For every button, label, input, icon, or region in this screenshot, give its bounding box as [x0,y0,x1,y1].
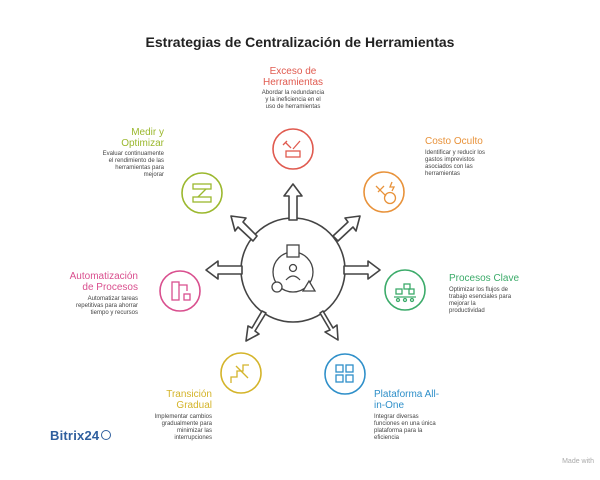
costo-title-text: Costo Oculto [425,136,483,147]
transicion-title-text: Transición Gradual [166,389,212,411]
exceso-title [240,66,346,88]
plataforma-title-text: Plataforma All- in-One [374,389,440,411]
medir-title [64,127,164,149]
procesos-title [449,273,559,284]
plataforma-title [374,389,484,411]
brand-name: Bitrix [50,428,85,443]
costo-desc-text: Identificar y reducir los gastos imprevistos asociados con las herramientas [425,150,486,177]
node-procesos [385,270,425,310]
diagram-title: Estrategias de Centralización de Herramientas [145,34,455,50]
plataforma-desc [374,414,484,442]
automatizacion-title-text: Automatización de Procesos [69,271,138,293]
procesos-title-text: Procesos Clave [449,273,520,284]
procesos-desc-text: Optimizar los flujos de trabajo esenciales para mejorar la productividad [449,287,512,314]
transicion-desc [100,414,212,442]
medir-desc-text: Evaluar continuamente el rendimiento de las herramientas para mejorar [102,151,164,178]
clock-icon [101,430,111,440]
transicion-title [100,389,212,411]
automatizacion-desc [38,296,138,317]
exceso-title-text: Exceso de Herramientas [262,66,324,88]
medir-title-text: Medir y Optimizar [121,127,164,149]
exceso-desc-text: Abordar la redundancia y la ineficiencia en el uso de herramientas [261,90,325,110]
exceso-desc [240,90,346,111]
node-plataforma [325,354,365,394]
node-medir [182,173,222,213]
made-with-footer[interactable]: Made with [562,458,594,465]
plataforma-desc-text: Integrar diversas funciones en una única plataforma para la eficiencia [374,414,436,441]
central-hub [206,184,380,341]
transicion-desc-text: Implementar cambios gradualmente para minimizar las interrupciones [154,414,212,441]
bitrix24-logo [50,428,111,443]
medir-desc [64,151,164,179]
procesos-desc [449,287,559,315]
automatizacion-title [38,271,138,293]
node-automatizacion [160,271,200,311]
automatizacion-desc-text: Automatizar tareas repetitivas para ahorrar tiempo y recursos [75,296,138,316]
node-exceso [273,129,313,169]
node-transicion [221,353,261,393]
costo-desc [425,150,535,178]
costo-title [425,136,535,147]
node-costo [364,172,404,212]
brand-number: 24 [84,428,100,443]
